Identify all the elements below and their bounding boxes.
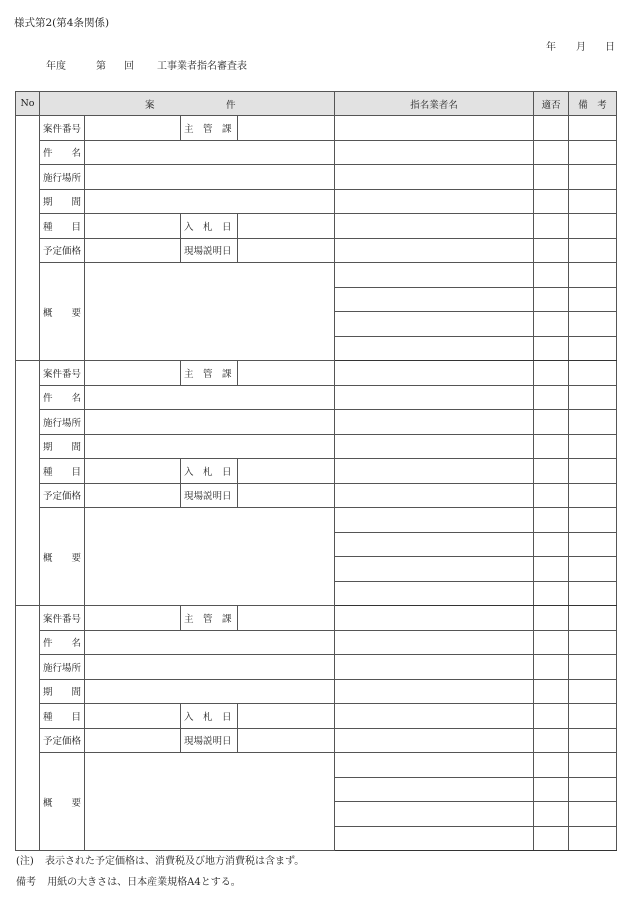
- case-2-row-price: [16, 483, 617, 508]
- round-suffix-label: 回: [124, 61, 134, 72]
- case-2-suitability-5[interactable]: [534, 459, 569, 484]
- case-2-row-case-number: [16, 361, 617, 386]
- case-3-subject-value[interactable]: [85, 630, 335, 655]
- case-3-contractor-1[interactable]: [335, 606, 534, 631]
- case-3-suitability-6[interactable]: [534, 728, 569, 753]
- case-2-contractor-10[interactable]: [335, 581, 534, 606]
- case-2-remarks-2[interactable]: [569, 385, 617, 410]
- period-label: 期 間: [40, 679, 85, 704]
- case-3-row-period: [16, 679, 617, 704]
- case-1-contractor-7[interactable]: [335, 263, 534, 288]
- case-1-suitability-6[interactable]: [534, 238, 569, 263]
- case-3-remarks-1[interactable]: [569, 606, 617, 631]
- case-3-suitability-3[interactable]: [534, 655, 569, 680]
- case-1-no-cell[interactable]: [16, 116, 40, 361]
- case-2-row-overview: [16, 508, 617, 533]
- case-1-remarks-2[interactable]: [569, 140, 617, 165]
- note-1-text: 表示された予定価格は、消費税及び地方消費税は含まず。: [45, 856, 305, 867]
- location-label: 施行場所: [40, 410, 85, 435]
- type-label: 種 目: [40, 459, 85, 484]
- case-3-overview-value[interactable]: [85, 753, 335, 851]
- bid-date-label: 入 札 日: [181, 704, 238, 729]
- case-1-case-number-value[interactable]: [85, 116, 181, 141]
- case-1-remarks-3[interactable]: [569, 165, 617, 190]
- case-2-period-value[interactable]: [85, 434, 335, 459]
- case-3-suitability-5[interactable]: [534, 704, 569, 729]
- case-1-subject-value[interactable]: [85, 140, 335, 165]
- case-1-type-value[interactable]: [85, 214, 181, 239]
- case-2-contractor-8[interactable]: [335, 532, 534, 557]
- case-3-contractor-5[interactable]: [335, 704, 534, 729]
- case-1-remarks-4[interactable]: [569, 189, 617, 214]
- overview-label: 概 要: [40, 263, 85, 361]
- case-1-contractor-5[interactable]: [335, 214, 534, 239]
- document-title: 工事業者指名審査表: [157, 61, 247, 72]
- case-3-suitability-2[interactable]: [534, 630, 569, 655]
- case-2-remarks-4[interactable]: [569, 434, 617, 459]
- case-3-contractor-3[interactable]: [335, 655, 534, 680]
- note-1: [16, 852, 304, 867]
- case-1-contractor-8[interactable]: [335, 287, 534, 312]
- header-suitability: 適否: [534, 92, 569, 116]
- case-1-suitability-9[interactable]: [534, 312, 569, 337]
- case-1-row-location: [16, 165, 617, 190]
- case-3-row-subject: [16, 630, 617, 655]
- case-3-period-value[interactable]: [85, 679, 335, 704]
- case-2-suitability-6[interactable]: [534, 483, 569, 508]
- case-2-suitability-2[interactable]: [534, 385, 569, 410]
- case-1-contractor-1[interactable]: [335, 116, 534, 141]
- case-1-row-type: [16, 214, 617, 239]
- case-1-suitability-7[interactable]: [534, 263, 569, 288]
- case-2-case-number-value[interactable]: [85, 361, 181, 386]
- case-2-suitability-8[interactable]: [534, 532, 569, 557]
- case-3-case-number-value[interactable]: [85, 606, 181, 631]
- case-2-contractor-4[interactable]: [335, 434, 534, 459]
- case-1-row-subject: [16, 140, 617, 165]
- case-3-supervising-value[interactable]: [238, 606, 335, 631]
- case-1-location-value[interactable]: [85, 165, 335, 190]
- case-2-suitability-10[interactable]: [534, 581, 569, 606]
- case-1-remarks-7[interactable]: [569, 263, 617, 288]
- location-label: 施行場所: [40, 655, 85, 680]
- case-2-contractor-1[interactable]: [335, 361, 534, 386]
- case-number-label: 案件番号: [40, 361, 85, 386]
- site-briefing-label: 現場説明日: [181, 728, 238, 753]
- case-2-contractor-5[interactable]: [335, 459, 534, 484]
- case-2-estimated-price-value[interactable]: [85, 483, 181, 508]
- type-label: 種 目: [40, 214, 85, 239]
- supervising-label: 主 管 課: [181, 116, 238, 141]
- case-1-suitability-2[interactable]: [534, 140, 569, 165]
- case-1-contractor-2[interactable]: [335, 140, 534, 165]
- case-2-remarks-6[interactable]: [569, 483, 617, 508]
- case-1-remarks-5[interactable]: [569, 214, 617, 239]
- case-3-row-type: [16, 704, 617, 729]
- case-1-contractor-3[interactable]: [335, 165, 534, 190]
- case-number-label: 案件番号: [40, 606, 85, 631]
- case-3-remarks-7[interactable]: [569, 753, 617, 778]
- case-1-supervising-value[interactable]: [238, 116, 335, 141]
- case-1-suitability-8[interactable]: [534, 287, 569, 312]
- round-prefix-label: 第: [96, 61, 106, 72]
- header-case-b: 件: [226, 100, 236, 111]
- site-briefing-label: 現場説明日: [181, 238, 238, 263]
- case-3-suitability-9[interactable]: [534, 802, 569, 827]
- case-1-contractor-6[interactable]: [335, 238, 534, 263]
- review-table: [15, 91, 617, 851]
- bid-date-label: 入 札 日: [181, 459, 238, 484]
- case-2-subject-value[interactable]: [85, 385, 335, 410]
- date-year-label: 年: [546, 42, 556, 53]
- case-2-row-location: [16, 410, 617, 435]
- case-3-contractor-7[interactable]: [335, 753, 534, 778]
- estimated-price-label: 予定価格: [40, 483, 85, 508]
- period-label: 期 間: [40, 189, 85, 214]
- case-2-contractor-7[interactable]: [335, 508, 534, 533]
- case-2-site-briefing-value[interactable]: [238, 483, 335, 508]
- case-2-remarks-7[interactable]: [569, 508, 617, 533]
- case-3-contractor-2[interactable]: [335, 630, 534, 655]
- case-3-contractor-4[interactable]: [335, 679, 534, 704]
- case-2-suitability-3[interactable]: [534, 410, 569, 435]
- case-3-suitability-10[interactable]: [534, 826, 569, 851]
- case-3-suitability-8[interactable]: [534, 777, 569, 802]
- case-2-remarks-3[interactable]: [569, 410, 617, 435]
- overview-label: 概 要: [40, 753, 85, 851]
- case-number-label: 案件番号: [40, 116, 85, 141]
- case-3-suitability-1[interactable]: [534, 606, 569, 631]
- case-2-contractor-9[interactable]: [335, 557, 534, 582]
- case-1-remarks-9[interactable]: [569, 312, 617, 337]
- estimated-price-label: 予定価格: [40, 728, 85, 753]
- note-1-prefix: (注): [16, 856, 34, 867]
- header-case: [40, 92, 335, 116]
- case-3-remarks-8[interactable]: [569, 777, 617, 802]
- header-case-a: 案: [145, 100, 155, 111]
- case-1-row-period: [16, 189, 617, 214]
- case-2-suitability-9[interactable]: [534, 557, 569, 582]
- header-no: No: [16, 92, 40, 116]
- case-2-location-value[interactable]: [85, 410, 335, 435]
- case-1-site-briefing-value[interactable]: [238, 238, 335, 263]
- subject-label: 件 名: [40, 385, 85, 410]
- date-day-label: 日: [605, 42, 615, 53]
- period-label: 期 間: [40, 434, 85, 459]
- case-3-contractor-9[interactable]: [335, 802, 534, 827]
- estimated-price-label: 予定価格: [40, 238, 85, 263]
- case-3-estimated-price-value[interactable]: [85, 728, 181, 753]
- case-3-suitability-7[interactable]: [534, 753, 569, 778]
- note-2-text: 用紙の大きさは、日本産業規格A4とする。: [47, 877, 241, 888]
- case-1-contractor-4[interactable]: [335, 189, 534, 214]
- case-2-supervising-value[interactable]: [238, 361, 335, 386]
- case-1-suitability-10[interactable]: [534, 336, 569, 361]
- case-3-remarks-9[interactable]: [569, 802, 617, 827]
- supervising-label: 主 管 課: [181, 606, 238, 631]
- case-2-overview-value[interactable]: [85, 508, 335, 606]
- case-2-bid-date-value[interactable]: [238, 459, 335, 484]
- case-3-no-cell[interactable]: [16, 606, 40, 851]
- case-3-suitability-4[interactable]: [534, 679, 569, 704]
- case-1-suitability-5[interactable]: [534, 214, 569, 239]
- header-remarks: 備 考: [569, 92, 617, 116]
- case-3-row-case-number: [16, 606, 617, 631]
- case-2-no-cell[interactable]: [16, 361, 40, 606]
- case-3-type-value[interactable]: [85, 704, 181, 729]
- case-3-bid-date-value[interactable]: [238, 704, 335, 729]
- site-briefing-label: 現場説明日: [181, 483, 238, 508]
- case-2-type-value[interactable]: [85, 459, 181, 484]
- case-3-remarks-10[interactable]: [569, 826, 617, 851]
- case-1-bid-date-value[interactable]: [238, 214, 335, 239]
- case-1-row-price: [16, 238, 617, 263]
- case-3-row-overview: [16, 753, 617, 778]
- case-3-row-location: [16, 655, 617, 680]
- case-3-row-price: [16, 728, 617, 753]
- case-1-row-overview: [16, 263, 617, 288]
- case-3-remarks-2[interactable]: [569, 630, 617, 655]
- case-2-remarks-9[interactable]: [569, 557, 617, 582]
- case-2-suitability-1[interactable]: [534, 361, 569, 386]
- case-2-remarks-1[interactable]: [569, 361, 617, 386]
- case-3-contractor-10[interactable]: [335, 826, 534, 851]
- case-1-row-case-number: [16, 116, 617, 141]
- note-2: [16, 873, 241, 888]
- case-3-remarks-5[interactable]: [569, 704, 617, 729]
- case-3-contractor-8[interactable]: [335, 777, 534, 802]
- type-label: 種 目: [40, 704, 85, 729]
- date-month-label: 月: [576, 42, 586, 53]
- table-header-row: [16, 92, 617, 116]
- case-1-suitability-3[interactable]: [534, 165, 569, 190]
- case-3-remarks-6[interactable]: [569, 728, 617, 753]
- case-2-contractor-2[interactable]: [335, 385, 534, 410]
- subject-label: 件 名: [40, 630, 85, 655]
- case-1-remarks-10[interactable]: [569, 336, 617, 361]
- case-3-site-briefing-value[interactable]: [238, 728, 335, 753]
- case-1-overview-value[interactable]: [85, 263, 335, 361]
- case-1-remarks-6[interactable]: [569, 238, 617, 263]
- case-2-row-type: [16, 459, 617, 484]
- case-2-suitability-4[interactable]: [534, 434, 569, 459]
- case-3-contractor-6[interactable]: [335, 728, 534, 753]
- case-1-remarks-1[interactable]: [569, 116, 617, 141]
- case-2-row-period: [16, 434, 617, 459]
- header-contractor: 指名業者名: [335, 92, 534, 116]
- case-2-remarks-8[interactable]: [569, 532, 617, 557]
- case-1-estimated-price-value[interactable]: [85, 238, 181, 263]
- case-1-suitability-1[interactable]: [534, 116, 569, 141]
- case-1-contractor-9[interactable]: [335, 312, 534, 337]
- case-2-contractor-3[interactable]: [335, 410, 534, 435]
- case-2-suitability-7[interactable]: [534, 508, 569, 533]
- location-label: 施行場所: [40, 165, 85, 190]
- note-2-prefix: 備考: [16, 877, 36, 888]
- case-1-remarks-8[interactable]: [569, 287, 617, 312]
- case-3-location-value[interactable]: [85, 655, 335, 680]
- fiscal-year-label: 年度: [46, 61, 66, 72]
- case-2-contractor-6[interactable]: [335, 483, 534, 508]
- case-2-remarks-10[interactable]: [569, 581, 617, 606]
- case-1-period-value[interactable]: [85, 189, 335, 214]
- case-1-contractor-10[interactable]: [335, 336, 534, 361]
- form-number: 様式第2(第4条関係): [14, 17, 110, 29]
- case-3-remarks-3[interactable]: [569, 655, 617, 680]
- supervising-label: 主 管 課: [181, 361, 238, 386]
- overview-label: 概 要: [40, 508, 85, 606]
- case-2-row-subject: [16, 385, 617, 410]
- case-3-remarks-4[interactable]: [569, 679, 617, 704]
- subject-label: 件 名: [40, 140, 85, 165]
- case-2-remarks-5[interactable]: [569, 459, 617, 484]
- case-1-suitability-4[interactable]: [534, 189, 569, 214]
- bid-date-label: 入 札 日: [181, 214, 238, 239]
